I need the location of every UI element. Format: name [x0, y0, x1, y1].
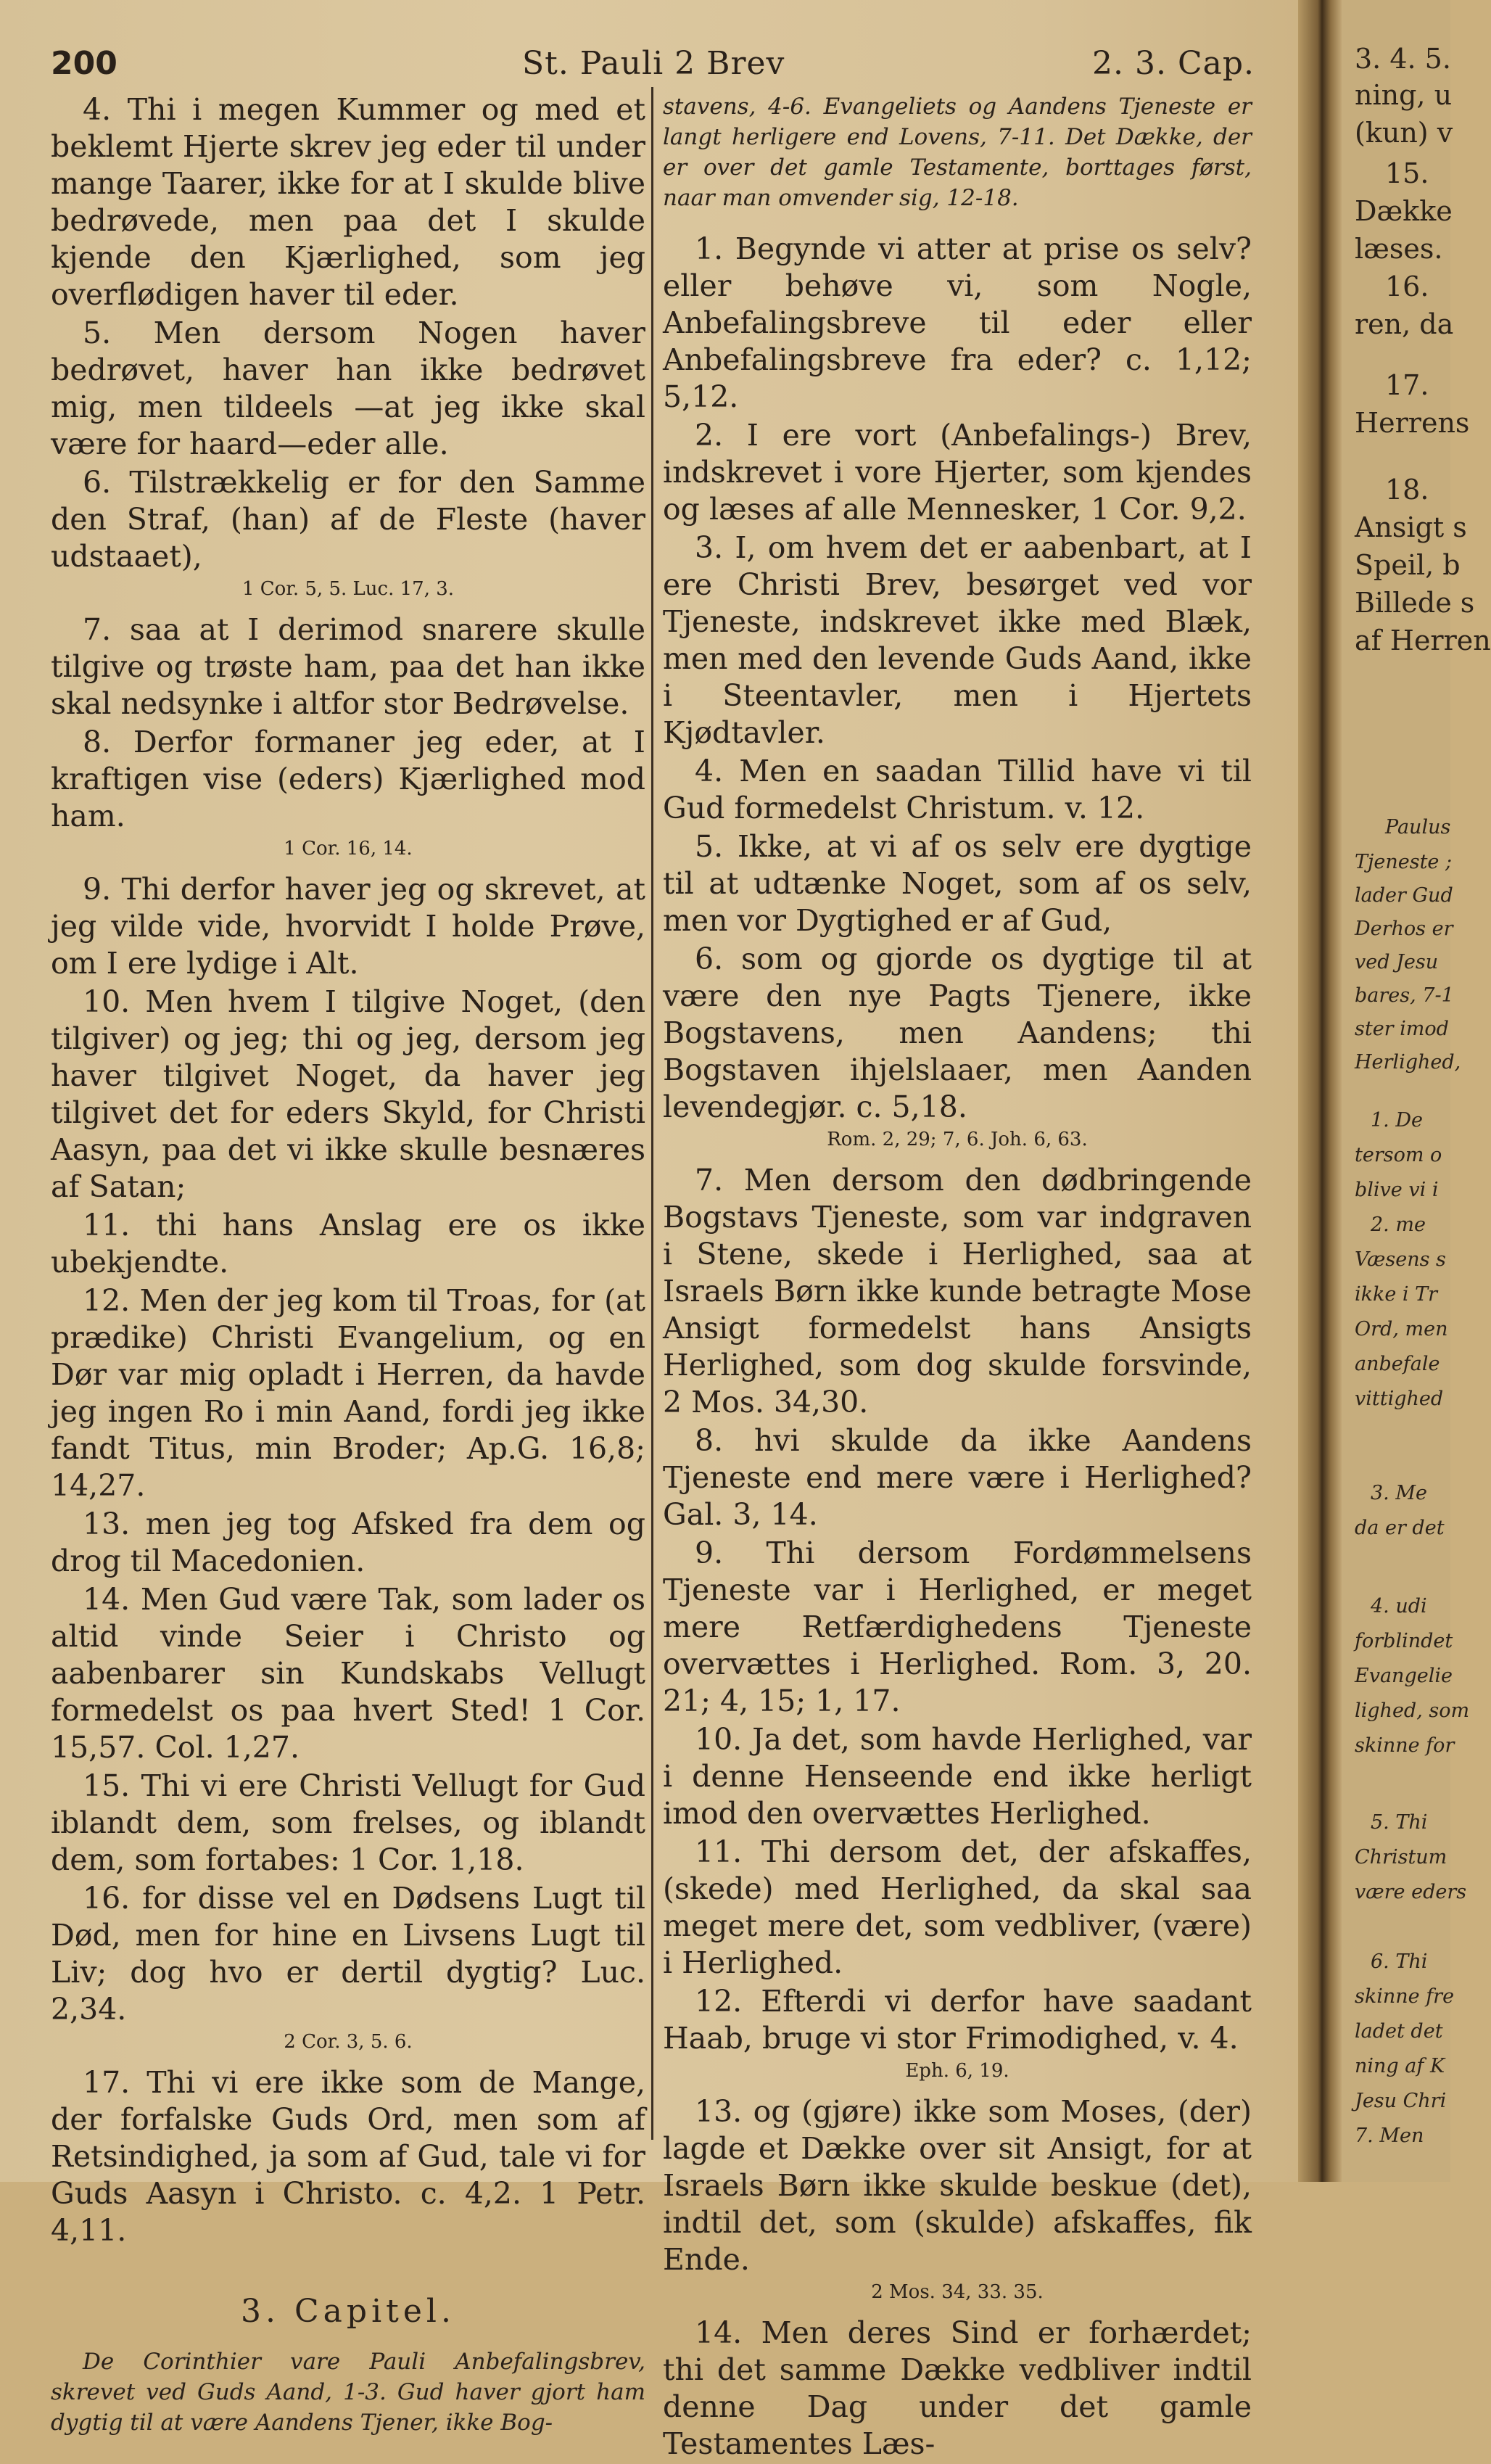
next-page-fragment: Billede s [1355, 587, 1475, 619]
next-page-fragment: anbefale [1355, 1353, 1440, 1375]
verse-2-13: 13. men jeg tog Afsked fra dem og drog til Macedonien. [51, 1507, 645, 1578]
next-page-fragment: Christum [1355, 1846, 1447, 1868]
next-page-fragment: lader Gud [1355, 884, 1453, 907]
verse-3-13: 13. og (gjøre) ikke som Moses, (der) lagde et Dække over sit Ansigt, for at Israels Børn ikke skulde beskue (det), indtil det, som (skulde) afskaffes, fik Ende. [663, 2094, 1252, 2277]
verse-3-9: 9. Thi dersom Fordømmelsens Tjeneste var i Herlighed, er meget mere Retfærdighedens Tjeneste overvættes i Herlighed. Rom. 3, 20. 21; 4, 15; 1, 17. [663, 1536, 1252, 1718]
chapter-summary: De Corinthier vare Pauli Anbefalingsbrev, skrevet ved Guds Aand, 1-3. Gud haver gjort ham dygtig til at være Aandens Tjener, ikke Bog- [51, 2349, 645, 2436]
next-page-fragment: vittighed [1355, 1388, 1444, 1410]
verse-3-7: 7. Men dersom den dødbringende Bogstavs Tjeneste, som var indgraven i Stene, skede i Herlighed, saa at Israels Børn ikke kunde betragte Mose Ansigt formedelst hans Ansigts Herlighed, som dog skulde forsvinde, 2 Mos. 34,30. [663, 1163, 1252, 1420]
next-page-fragment: (kun) v [1355, 117, 1453, 149]
next-page-fragment: 4. udi [1371, 1595, 1427, 1618]
next-page-fragment: ved Jesu [1355, 951, 1439, 973]
next-page-fragment: ster imod [1355, 1018, 1449, 1040]
next-page-fragment: ning af K [1355, 2055, 1445, 2077]
next-page-fragment: ladet det [1355, 2020, 1443, 2043]
next-page-fragment: da er det [1355, 1517, 1445, 1539]
next-page-fragment: være eders [1355, 1881, 1467, 1903]
next-page-fragment: forblindet [1355, 1630, 1453, 1652]
cross-reference: 1 Cor. 5, 5. Luc. 17, 3. [241, 578, 455, 600]
next-page-fragment: 5. Thi [1371, 1811, 1428, 1834]
verse-3-10: 10. Ja det, som havde Herlighed, var i denne Henseende end ikke herligt imod den overvættes Herlighed. [663, 1722, 1252, 1831]
next-page-fragment: af Herren [1355, 625, 1491, 656]
next-page-fragment: Derhos er [1355, 918, 1453, 940]
next-page-fragment: ikke i Tr [1355, 1283, 1438, 1306]
cross-reference: Eph. 6, 19. [905, 2060, 1009, 2082]
next-page-fragment: 3. Me [1371, 1482, 1427, 1504]
cross-reference: 1 Cor. 16, 14. [284, 838, 413, 860]
next-page-fragment: Herrens [1355, 407, 1470, 439]
verse-2-7: 7. saa at I derimod snarere skulle tilgive og trøste ham, paa det han ikke skal nedsynke i altfor stor Bedrøvelse. [51, 612, 645, 721]
running-header [44, 42, 1255, 93]
next-page-fragment: skinne fre [1355, 1985, 1455, 2008]
next-page-fragment: 1. De [1371, 1109, 1423, 1132]
verse-3-6: 6. som og gjorde os dygtige til at være den nye Pagts Tjenere, ikke Bogstavens, men Aandens; thi Bogstaven ihjelslaaer, men Aanden levendegjør. c. 5,18. [663, 941, 1252, 1124]
verse-3-4: 4. Men en saadan Tillid have vi til Gud formedelst Christum. v. 12. [663, 754, 1252, 825]
next-page-fragment: Paulus [1385, 816, 1451, 838]
verse-3-11: 11. Thi dersom det, der afskaffes, (skede) med Herlighed, da skal saa meget mere det, som vedbliver, (være) i Herlighed. [663, 1834, 1252, 1980]
cross-reference: 2 Cor. 3, 5. 6. [284, 2031, 413, 2053]
next-page-fragment: 15. [1385, 157, 1429, 189]
next-page-fragment: 7. Men [1355, 2125, 1424, 2147]
verse-3-3: 3. I, om hvem det er aabenbart, at I ere Christi Brev, besørget ved vor Tjeneste, indskrevet ikke med Blæk, men med den levende Guds Aand, ikke i Steentavler, men i Hjertets Kjødtavler. [663, 530, 1252, 750]
verse-3-5: 5. Ikke, at vi af os selv ere dygtige til at udtænke Noget, som af os selv, men vor Dygtighed er af Gud, [663, 829, 1252, 938]
verse-3-8: 8. hvi skulde da ikke Aandens Tjeneste end mere være i Herlighed? Gal. 3, 14. [663, 1423, 1252, 1532]
verse-2-12: 12. Men der jeg kom til Troas, for (at prædike) Christi Evangelium, og en Dør var mig opladt i Herren, da havde jeg ingen Ro i min Aand, fordi jeg ikke fandt Titus, min Broder; Ap.G. 16,8; 14,27. [51, 1283, 645, 1503]
next-page-fragment: tersom o [1355, 1144, 1442, 1166]
next-page-fragment: ren, da [1355, 308, 1454, 340]
next-page-fragment: Væsens s [1355, 1248, 1446, 1271]
next-page-fragment: skinne for [1355, 1734, 1455, 1757]
next-page-fragment: 6. Thi [1371, 1950, 1428, 1973]
next-page-fragment: læses. [1355, 233, 1443, 265]
page-number: 200 [51, 45, 117, 82]
chapter-heading: 3. Capitel. [241, 2293, 455, 2330]
next-page-fragment: bares, 7-1 [1355, 984, 1454, 1007]
verse-3-1: 1. Begynde vi atter at prise os selv? eller behøve vi, som Nogle, Anbefalingsbreve til eder eller Anbefalingsbreve fra eder? c. 1,12; 5,12. [663, 231, 1252, 414]
verse-2-5: 5. Men dersom Nogen haver bedrøvet, haver han ikke bedrøvet mig, men tildeels —at jeg ikke skal være for haard—eder alle. [51, 316, 645, 461]
next-page-fragment: Ansigt s [1355, 511, 1467, 543]
next-page-fragment: Speil, b [1355, 549, 1461, 581]
verse-3-12: 12. Efterdi vi derfor have saadant Haab, bruge vi stor Frimodighed, v. 4. [663, 1984, 1252, 2056]
verse-2-16: 16. for disse vel en Dødsens Lugt til Død, men for hine en Livsens Lugt til Liv; dog hvo er dertil dygtig? Luc. 2,34. [51, 1881, 645, 2027]
next-page-fragment: 18. [1385, 474, 1429, 506]
next-page-fragment: lighed, som [1355, 1699, 1470, 1722]
next-page-fragment: Ord, men [1355, 1318, 1448, 1340]
verse-2-17: 17. Thi vi ere ikke som de Mange, der forfalske Guds Ord, men som af Retsindighed, ja som af Gud, tale vi for Guds Aasyn i Christo. c. 4,2. 1 Petr. 4,11. [51, 2065, 645, 2248]
verse-2-15: 15. Thi vi ere Christi Vellugt for Gud iblandt dem, som frelses, og iblandt dem, som fortabes: 1 Cor. 1,18. [51, 1768, 645, 1877]
verse-3-2: 2. I ere vort (Anbefalings-) Brev, indskrevet i vore Hjerter, som kjendes og læses af alle Mennesker, 1 Cor. 9,2. [663, 418, 1252, 527]
next-page-fragment: Herlighed, [1355, 1051, 1461, 1074]
cross-reference: 2 Mos. 34, 33. 35. [871, 2281, 1044, 2303]
chapter-marker: 2. 3. Cap. [1092, 45, 1255, 82]
next-page-fragment: 17. [1385, 369, 1429, 401]
verse-2-14: 14. Men Gud være Tak, som lader os altid vinde Seier i Christo og aabenbarer sin Kundskabs Vellugt formedelst os paa hvert Sted! 1 Cor. 15,57. Col. 1,27. [51, 1582, 645, 1765]
verse-2-4: 4. Thi i megen Kummer og med et beklemt Hjerte skrev jeg eder til under mange Taarer, ikke for at I skulde blive bedrøvede, men paa det I skulde kjende den Kjærlighed, som jeg overflødigen haver til eder. [51, 92, 645, 312]
next-page-fragment: ning, u [1355, 79, 1453, 111]
verse-2-9: 9. Thi derfor haver jeg og skrevet, at jeg vilde vide, hvorvidt I holde Prøve, om I ere lydige i Alt. [51, 872, 645, 981]
next-page-fragment: Jesu Chri [1355, 2090, 1447, 2112]
next-page-fragment: blive vi i [1355, 1179, 1439, 1201]
right-column [663, 91, 1252, 2464]
next-page-fragment: Evangelie [1355, 1665, 1453, 1687]
next-page-fragment: 16. [1385, 271, 1429, 302]
left-column [51, 91, 645, 2455]
next-page-fragment: 2. me [1371, 1214, 1426, 1236]
book-gutter [1298, 0, 1342, 2182]
chapter-summary-continued: stavens, 4-6. Evangeliets og Aandens Tjeneste er langt herligere end Lovens, 7-11. Det Dække, der er over det gamle Testamente, borttages først, naar man omvender sig, 12-18. [663, 94, 1252, 211]
next-page-fragment: Dække [1355, 195, 1453, 227]
book-page-right-edge [1342, 0, 1491, 2182]
verse-2-11: 11. thi hans Anslag ere os ikke ubekjendte. [51, 1208, 645, 1280]
column-divider [651, 87, 653, 2140]
cross-reference: Rom. 2, 29; 7, 6. Joh. 6, 63. [827, 1129, 1088, 1150]
verse-2-10: 10. Men hvem I tilgive Noget, (den tilgiver) og jeg; thi og jeg, dersom jeg haver tilgivet Noget, da haver jeg tilgivet det for eders Skyld, for Christi Aasyn, paa det vi ikke skulle besnæres af Satan; [51, 984, 645, 1204]
verse-2-6: 6. Tilstrækkelig er for den Samme den Straf, (han) af de Fleste (haver udstaaet), [51, 465, 645, 574]
next-page-fragment: Tjeneste ; [1355, 851, 1453, 873]
next-page-header: 3. 4. 5. [1355, 43, 1451, 75]
running-title: St. Pauli 2 Brev [522, 45, 785, 82]
verse-2-8: 8. Derfor formaner jeg eder, at I kraftigen vise (eders) Kjærlighed mod ham. [51, 725, 645, 833]
verse-3-14: 14. Men deres Sind er forhærdet; thi det samme Dække vedbliver indtil denne Dag under det gamle Testamentes Læs- [663, 2315, 1252, 2461]
